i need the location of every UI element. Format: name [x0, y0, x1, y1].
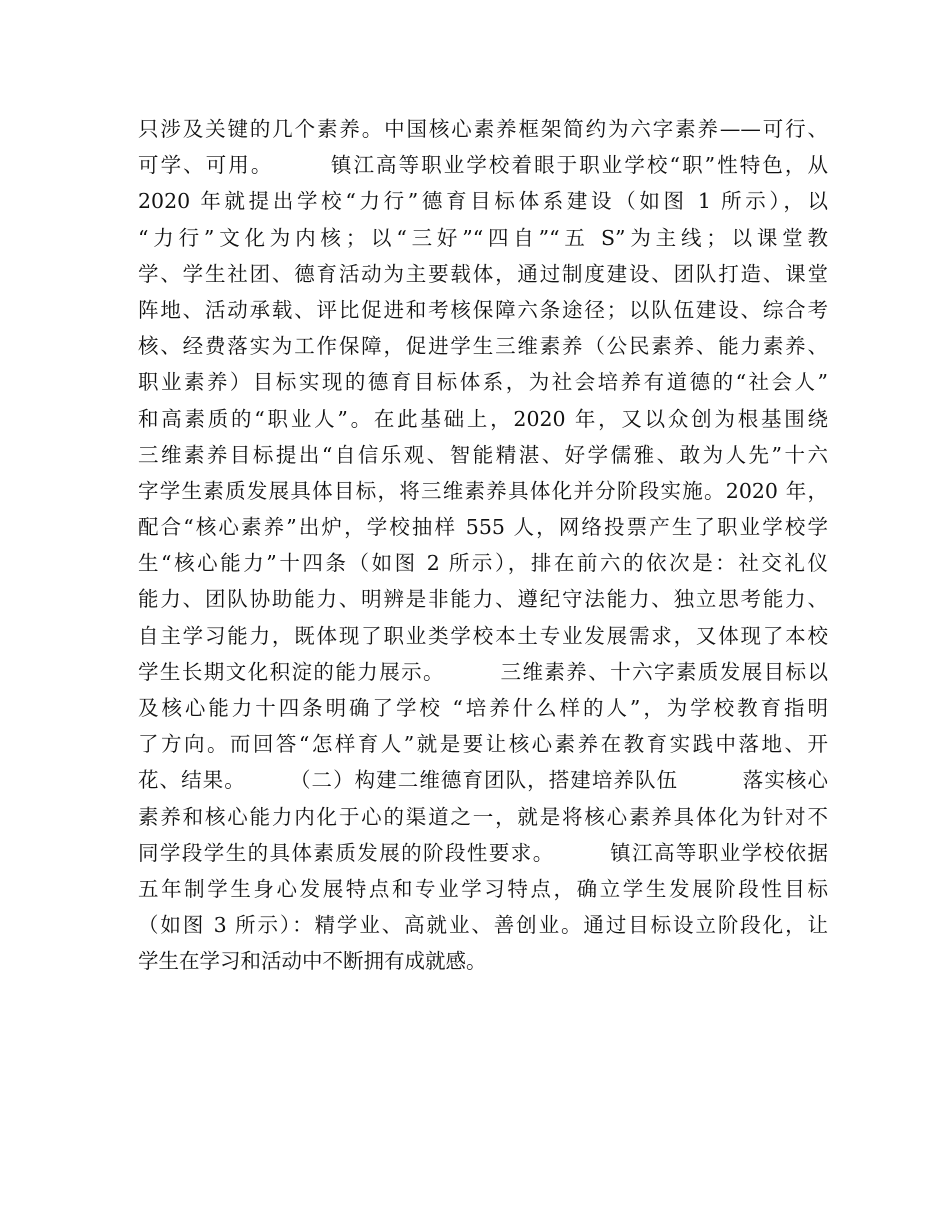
text-line: 只涉及关键的几个素养。中国核心素养框架简约为六字素养——可行、	[138, 117, 828, 141]
text-line: 能力、团队协助能力、明辨是非能力、遵纪守法能力、独立思考能力、	[138, 587, 828, 612]
text-line: 字学生素质发展具体目标，将三维素养具体化并分阶段实施。2020 年，	[138, 478, 828, 503]
text-line: 2020 年就提出学校“力行”德育目标体系建设（如图 1 所示），以	[138, 189, 828, 214]
text-line: 五年制学生身心发展特点和专业学习特点，确立学生发展阶段性目标	[138, 876, 828, 901]
text-line: 可学、可用。 镇江高等职业学校着眼于职业学校“职”性特色，从	[138, 153, 828, 178]
text-line: “力行”文化为内核；以“三好”“四自”“五 S”为主线；以课堂教	[138, 225, 828, 250]
text-line: 三维素养目标提出“自信乐观、智能精湛、好学儒雅、敢为人先”十六	[138, 442, 828, 467]
text-line: 学生长期文化积淀的能力展示。 三维素养、十六字素质发展目标以	[138, 659, 828, 684]
text-line: 自主学习能力，既体现了职业类学校本土专业发展需求，又体现了本校	[138, 623, 828, 648]
text-line: 生“核心能力”十四条（如图 2 所示），排在前六的依次是：社交礼仪	[138, 551, 828, 576]
text-line: 和高素质的“职业人”。在此基础上，2020 年，又以众创为根基围绕	[138, 406, 828, 431]
body-text	[138, 111, 828, 980]
text-line: （如图 3 所示）：精学业、高就业、善创业。通过目标设立阶段化，让	[138, 913, 828, 938]
text-line: 花、结果。 （二）构建二维德育团队，搭建培养队伍 落实核心	[138, 768, 828, 793]
text-line: 核、经费落实为工作保障，促进学生三维素养（公民素养、能力素养、	[138, 334, 828, 359]
text-line: 学生在学习和活动中不断拥有成就感。	[138, 949, 487, 974]
text-line: 素养和核心能力内化于心的渠道之一，就是将核心素养具体化为针对不	[138, 804, 828, 829]
text-line: 配合“核心素养”出炉，学校抽样 555 人，网络投票产生了职业学校学	[138, 515, 828, 540]
text-line: 了方向。而回答“怎样育人”就是要让核心素养在教育实践中落地、开	[138, 732, 828, 757]
text-line: 同学段学生的具体素质发展的阶段性要求。 镇江高等职业学校依据	[138, 840, 828, 865]
text-line: 及核心能力十四条明确了学校 “培养什么样的人”，为学校教育指明	[138, 696, 828, 720]
text-line: 职业素养）目标实现的德育目标体系，为社会培养有道德的“社会人”	[138, 370, 828, 395]
text-line: 学、学生社团、德育活动为主要载体，通过制度建设、团队打造、课堂	[138, 261, 828, 286]
text-line: 阵地、活动承载、评比促进和考核保障六条途径；以队伍建设、综合考	[138, 297, 828, 322]
